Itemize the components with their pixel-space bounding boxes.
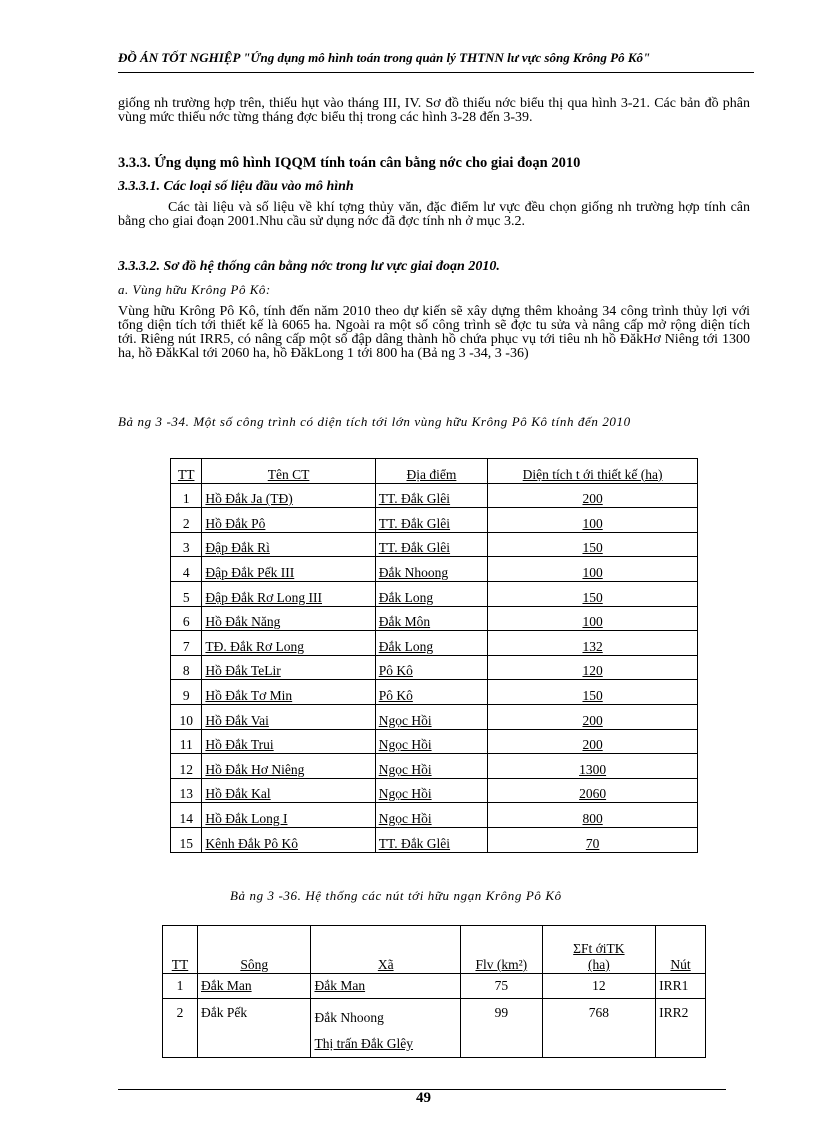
paragraph-3331: Các tài liệu và số liệu về khí tợng thủy văn, đặc điểm lư vực đều chọn giống nh trường hợp tính cân bằng cho giai đoạn 2001.Nhu cầu sử dụng nớc đã đợc tính nh ở mục 3.2. xyxy=(118,200,750,229)
table1-cell-area: 2060 xyxy=(488,778,698,803)
table2-cell-xa-line1: Đắk Nhoong xyxy=(314,1010,384,1025)
table1-cell-location: TT. Đắk Glêi xyxy=(375,532,487,557)
table1-cell-location: Ngọc Hồi xyxy=(375,754,487,779)
table1-cell-area: 132 xyxy=(488,631,698,656)
table1-header-area: Diện tích t ới thiết kế (ha) xyxy=(488,459,698,484)
table-row xyxy=(171,483,698,508)
table-irrigation-works xyxy=(170,458,698,853)
table1-cell-location: TT. Đắk Glêi xyxy=(375,508,487,533)
table-row xyxy=(171,827,698,852)
table1-cell-tt: 15 xyxy=(171,827,202,852)
table2-header-ft-line2: (ha) xyxy=(588,957,610,972)
table1-cell-name: Hồ Đắk Long I xyxy=(202,803,375,828)
table-row xyxy=(171,754,698,779)
table1-cell-location: Ngọc Hồi xyxy=(375,803,487,828)
table2-header-nut: Nút xyxy=(656,926,706,974)
subsection-a: a. Vùng hữu Krông Pô Kô: xyxy=(118,282,271,297)
table2-cell-song: Đắk Pếk xyxy=(197,999,310,1058)
table2-cell-nut: IRR1 xyxy=(656,974,706,999)
header-rule xyxy=(118,72,754,73)
table-row xyxy=(171,508,698,533)
table-irrigation-nodes xyxy=(162,925,706,1058)
section-heading-333: 3.3.3. Ứng dụng mô hình IQQM tính toán cân bằng nớc cho giai đoạn 2010 xyxy=(118,155,581,171)
table2-cell-xa: Đắk Man xyxy=(311,974,461,999)
table1-header-name: Tên CT xyxy=(202,459,375,484)
table1-cell-tt: 10 xyxy=(171,704,202,729)
table-row xyxy=(171,803,698,828)
table-row xyxy=(171,606,698,631)
table1-cell-tt: 13 xyxy=(171,778,202,803)
table1-cell-location: Đắk Nhoong xyxy=(375,557,487,582)
table-row xyxy=(171,704,698,729)
table-row xyxy=(171,631,698,656)
table1-cell-location: Ngọc Hồi xyxy=(375,729,487,754)
table1-cell-area: 70 xyxy=(488,827,698,852)
table1-cell-tt: 5 xyxy=(171,581,202,606)
table1-cell-area: 100 xyxy=(488,508,698,533)
table-row xyxy=(171,680,698,705)
table2-header-ft-line1: ΣFt ớiTK xyxy=(573,941,625,956)
table1-cell-location: Đắk Long xyxy=(375,581,487,606)
table1-cell-tt: 3 xyxy=(171,532,202,557)
table1-cell-area: 200 xyxy=(488,704,698,729)
table2-cell-tt: 1 xyxy=(163,974,198,999)
table2-header-song: Sông xyxy=(197,926,310,974)
table-row xyxy=(163,974,706,999)
table1-cell-location: TT. Đắk Glêi xyxy=(375,827,487,852)
table1-cell-location: Pô Kô xyxy=(375,655,487,680)
table1-cell-name: TĐ. Đắk Rơ Long xyxy=(202,631,375,656)
table-row xyxy=(171,729,698,754)
intro-paragraph: giống nh trường hợp trên, thiếu hụt vào tháng III, IV. Sơ đồ thiếu nớc biểu thị qua hình 3-21. Các bản đồ phân vùng mức thiếu nớc từng tháng đợc biểu thị trong các hình 3-28 đến 3-39. xyxy=(118,96,750,125)
table1-cell-name: Hồ Đắk Năng xyxy=(202,606,375,631)
table1-cell-tt: 7 xyxy=(171,631,202,656)
table1-cell-name: Hồ Đắk Vai xyxy=(202,704,375,729)
table1-cell-tt: 14 xyxy=(171,803,202,828)
table1-cell-name: Hồ Đắk TeLir xyxy=(202,655,375,680)
table1-cell-location: Pô Kô xyxy=(375,680,487,705)
table1-header-location: Địa điểm xyxy=(375,459,487,484)
section-heading-3332: 3.3.3.2. Sơ đồ hệ thống cân bằng nớc trong lư vực giai đoạn 2010. xyxy=(118,259,500,274)
table2-cell-ft: 12 xyxy=(542,974,655,999)
section-heading-3331: 3.3.3.1. Các loại số liệu đầu vào mô hình xyxy=(118,179,354,194)
table2-cell-xa xyxy=(311,999,461,1058)
table-row xyxy=(163,999,706,1058)
table1-cell-area: 200 xyxy=(488,729,698,754)
table1-cell-location: Ngọc Hồi xyxy=(375,778,487,803)
table1-cell-location: Ngọc Hồi xyxy=(375,704,487,729)
table1-cell-location: Đắk Môn xyxy=(375,606,487,631)
table1-cell-area: 200 xyxy=(488,483,698,508)
table1-cell-location: Đắk Long xyxy=(375,631,487,656)
table1-cell-tt: 9 xyxy=(171,680,202,705)
table2-cell-flv: 75 xyxy=(460,974,542,999)
table1-cell-tt: 4 xyxy=(171,557,202,582)
table1-cell-location: TT. Đắk Glêi xyxy=(375,483,487,508)
table2-cell-song: Đắk Man xyxy=(197,974,310,999)
table1-cell-tt: 11 xyxy=(171,729,202,754)
table-row xyxy=(171,581,698,606)
page-header: ĐỒ ÁN TỐT NGHIỆP "Ứng dụng mô hình toán trong quản lý THTNN lư vực sông Krông Pô Kô" xyxy=(118,50,651,65)
table1-cell-tt: 1 xyxy=(171,483,202,508)
table2-cell-ft: 768 xyxy=(542,999,655,1058)
table1-cell-tt: 6 xyxy=(171,606,202,631)
table1-cell-name: Hồ Đắk Trui xyxy=(202,729,375,754)
table2-cell-xa-line2: Thị trấn Đắk Glêy xyxy=(314,1036,414,1051)
table2-header-ft xyxy=(542,926,655,974)
table1-cell-name: Hồ Đắk Hơ Niêng xyxy=(202,754,375,779)
table1-cell-area: 800 xyxy=(488,803,698,828)
table1-cell-name: Hồ Đắk Ja (TĐ) xyxy=(202,483,375,508)
table1-cell-name: Hồ Đắk Tơ Min xyxy=(202,680,375,705)
paragraph-a: Vùng hữu Krông Pô Kô, tính đến năm 2010 theo dự kiến sẽ xây dựng thêm khoảng 34 công trình thủy lợi với tổng diện tích tới thiết kế là 6065 ha. Ngoài ra một số công trình sẽ đợc tu sửa và nâng cấp mở rộng diện tích tới. Riêng nút IRR5, có nâng cấp một số đập dâng thành hồ chứa phục vụ tới tiêu nh hồ ĐăkHơ Niêng tới 1300 ha, hồ ĐăkKal tới 2060 ha, hồ ĐăkLong 1 tới 800 ha (Bả ng 3 -34, 3 -36) xyxy=(118,304,750,361)
table1-cell-area: 100 xyxy=(488,606,698,631)
table-row xyxy=(171,655,698,680)
table1-cell-area: 150 xyxy=(488,581,698,606)
table-row xyxy=(171,532,698,557)
table1-header-tt: TT xyxy=(171,459,202,484)
table2-header-tt: TT xyxy=(163,926,198,974)
table1-caption: Bả ng 3 -34. Một số công trình có diện tích tới lớn vùng hữu Krông Pô Kô tính đến 2010 xyxy=(118,414,631,429)
table1-cell-name: Kênh Đắk Pô Kô xyxy=(202,827,375,852)
table1-cell-area: 150 xyxy=(488,680,698,705)
table2-header-row xyxy=(163,926,706,974)
table1-cell-tt: 2 xyxy=(171,508,202,533)
table2-caption: Bả ng 3 -36. Hệ thống các nút tới hữu ngạn Krông Pô Kô xyxy=(230,888,562,903)
table2-cell-nut: IRR2 xyxy=(656,999,706,1058)
table2-header-flv: Flv (km²) xyxy=(460,926,542,974)
table1-cell-area: 100 xyxy=(488,557,698,582)
table1-cell-name: Đập Đắk Rì xyxy=(202,532,375,557)
table1-cell-area: 150 xyxy=(488,532,698,557)
table1-cell-name: Đập Đắk Pếk III xyxy=(202,557,375,582)
page-number: 49 xyxy=(416,1090,431,1106)
table1-cell-tt: 12 xyxy=(171,754,202,779)
table2-header-xa: Xã xyxy=(311,926,461,974)
table1-header-row xyxy=(171,459,698,484)
table1-cell-name: Đập Đắk Rơ Long III xyxy=(202,581,375,606)
table-row xyxy=(171,557,698,582)
table1-cell-tt: 8 xyxy=(171,655,202,680)
table-row xyxy=(171,778,698,803)
table2-cell-tt: 2 xyxy=(163,999,198,1058)
table1-body xyxy=(171,483,698,852)
table1-cell-area: 1300 xyxy=(488,754,698,779)
table1-cell-name: Hồ Đắk Pô xyxy=(202,508,375,533)
table2-cell-flv: 99 xyxy=(460,999,542,1058)
table1-cell-name: Hồ Đắk Kal xyxy=(202,778,375,803)
table1-cell-area: 120 xyxy=(488,655,698,680)
